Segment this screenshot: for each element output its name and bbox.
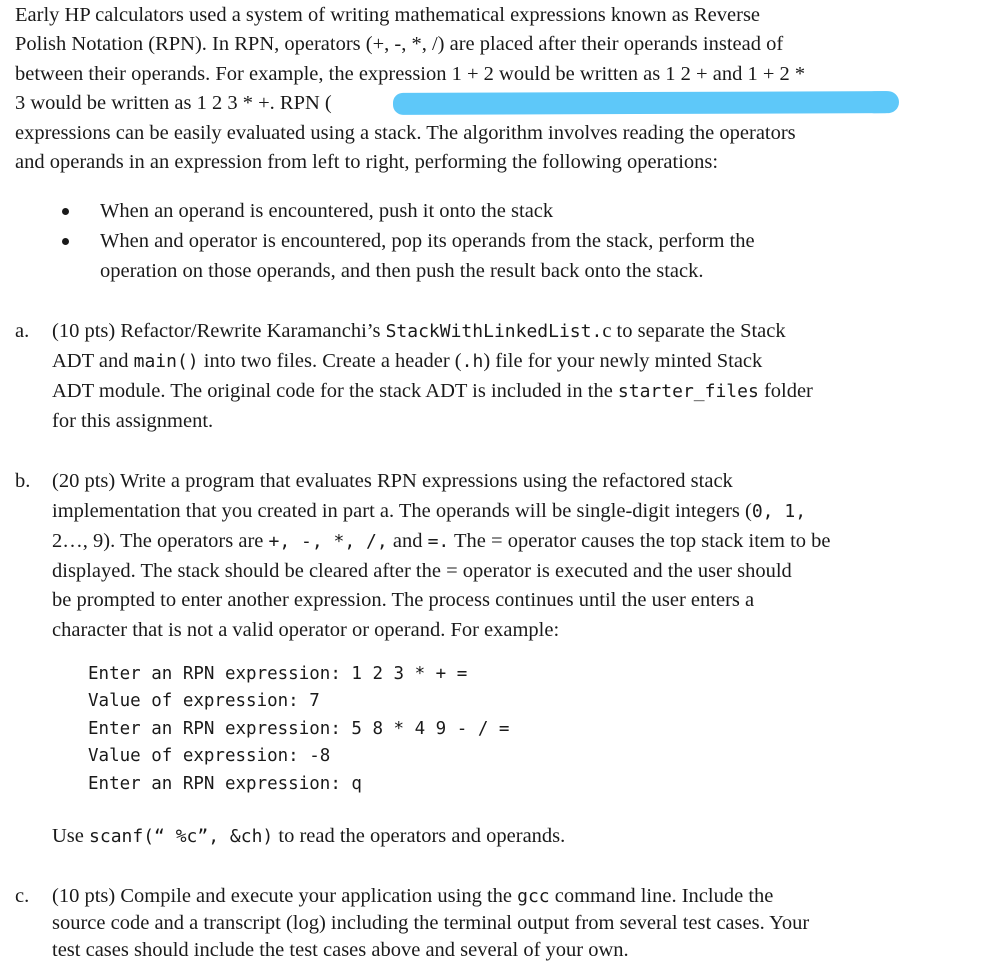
part-a-l2-text-mid: into two files. Create a header ( — [198, 350, 462, 372]
part-c-line-3: test cases should include the test cases above and several of your own. — [52, 939, 629, 961]
part-a-l1-code: StackWithLinkedList. — [385, 321, 603, 342]
part-a-line-1 — [52, 317, 786, 347]
part-a-line-4: for this assignment. — [52, 410, 214, 432]
part-c-l1-code: gcc — [517, 886, 550, 907]
part-b-l3-text: , 9). The operators are — [82, 530, 269, 552]
part-b-use-code: scanf(“ %c”, &ch) — [89, 826, 274, 847]
bullet-dot-1 — [62, 208, 69, 215]
part-a-label: a. — [15, 320, 30, 342]
example-code-line-1: Enter an RPN expression: 1 2 3 * + = — [88, 664, 468, 684]
part-c-l1-text-end: command line. Include the — [549, 885, 774, 907]
part-a-l3-text-end: folder — [758, 380, 813, 402]
part-b-label: b. — [15, 470, 31, 492]
part-b-l3-and: and — [387, 530, 428, 552]
example-code-line-5: Enter an RPN expression: q — [88, 774, 362, 794]
intro-line-1: Early HP calculators used a system of writing mathematical expressions known as Reverse — [15, 4, 761, 26]
part-b-line-3 — [52, 527, 830, 557]
part-a-l2-text: ADT and — [52, 350, 134, 372]
example-code-line-4: Value of expression: -8 — [88, 746, 331, 766]
bullet-text-1: When an operand is encountered, push it onto the stack — [100, 200, 554, 222]
part-c-label: c. — [15, 885, 30, 907]
intro-line-4: 3 would be written as 1 2 3 * +. RPN ( — [15, 92, 332, 114]
bullet-dot-2 — [62, 238, 69, 245]
intro-line-6: and operands in an expression from left to right, performing the following operations: — [15, 151, 719, 173]
part-b-line-2 — [52, 497, 806, 527]
part-b-use-text: Use — [52, 825, 90, 847]
intro-line-5: expressions can be easily evaluated using a stack. The algorithm involves reading the operators — [15, 122, 796, 144]
example-code-line-3: Enter an RPN expression: 5 8 * 4 9 - / = — [88, 719, 510, 739]
redaction-highlight — [393, 91, 895, 115]
part-c-l1-text: (10 pts) Compile and execute your application using the — [52, 885, 518, 907]
example-code-line-2: Value of expression: 7 — [88, 691, 320, 711]
part-c-line-1 — [52, 882, 773, 912]
part-b-l2-text: implementation that you created in part a. The operands will be single-digit integers ( — [52, 500, 752, 522]
part-a-line-2 — [52, 347, 762, 377]
part-a-l2-code2: .h — [461, 351, 484, 372]
part-b-l3-text-end: The = operator causes the top stack item to be — [449, 530, 831, 552]
part-a-line-3 — [52, 377, 813, 407]
part-a-l3-code: starter_files — [617, 381, 759, 402]
part-a-l1-text-end: c to separate the Stack — [602, 320, 786, 342]
part-b-line-6: character that is not a valid operator or operand. For example: — [52, 619, 560, 641]
part-b-line-4: displayed. The stack should be cleared after the = operator is executed and the user should — [52, 560, 792, 582]
part-c-line-2: source code and a transcript (log) including the terminal output from several test cases. Your — [52, 912, 810, 934]
part-a-l3-text: ADT module. The original code for the stack ADT is included in the — [52, 380, 618, 402]
part-b-l3-code3: =. — [427, 531, 450, 552]
intro-line-3: between their operands. For example, the expression 1 + 2 would be written as 1 2 + and 1 + 2 * — [15, 63, 806, 85]
intro-line-2: Polish Notation (RPN). In RPN, operators (+, -, *, /) are placed after their operands instead of — [15, 33, 784, 55]
part-b-line-1: (20 pts) Write a program that evaluates RPN expressions using the refactored stack — [52, 470, 733, 492]
part-b-scanf-line — [52, 822, 565, 852]
part-b-l2-code: 0, 1, — [751, 501, 807, 522]
part-b-l3-code: 2… — [52, 530, 83, 552]
part-b-line-5: be prompted to enter another expression. The process continues until the user enters a — [52, 589, 755, 611]
part-b-l3-code2: +, -, *, /, — [268, 531, 388, 552]
part-b-use-text-end: to read the operators and operands. — [273, 825, 566, 847]
part-a-l2-code: main() — [133, 351, 199, 372]
bullet-text-2b: operation on those operands, and then push the result back onto the stack. — [100, 260, 704, 282]
bullet-text-2a: When and operator is encountered, pop its operands from the stack, perform the — [100, 230, 755, 252]
part-a-l2-text-end: ) file for your newly minted Stack — [483, 350, 763, 372]
part-a-l1-text: (10 pts) Refactor/Rewrite Karamanchi’s — [52, 320, 386, 342]
